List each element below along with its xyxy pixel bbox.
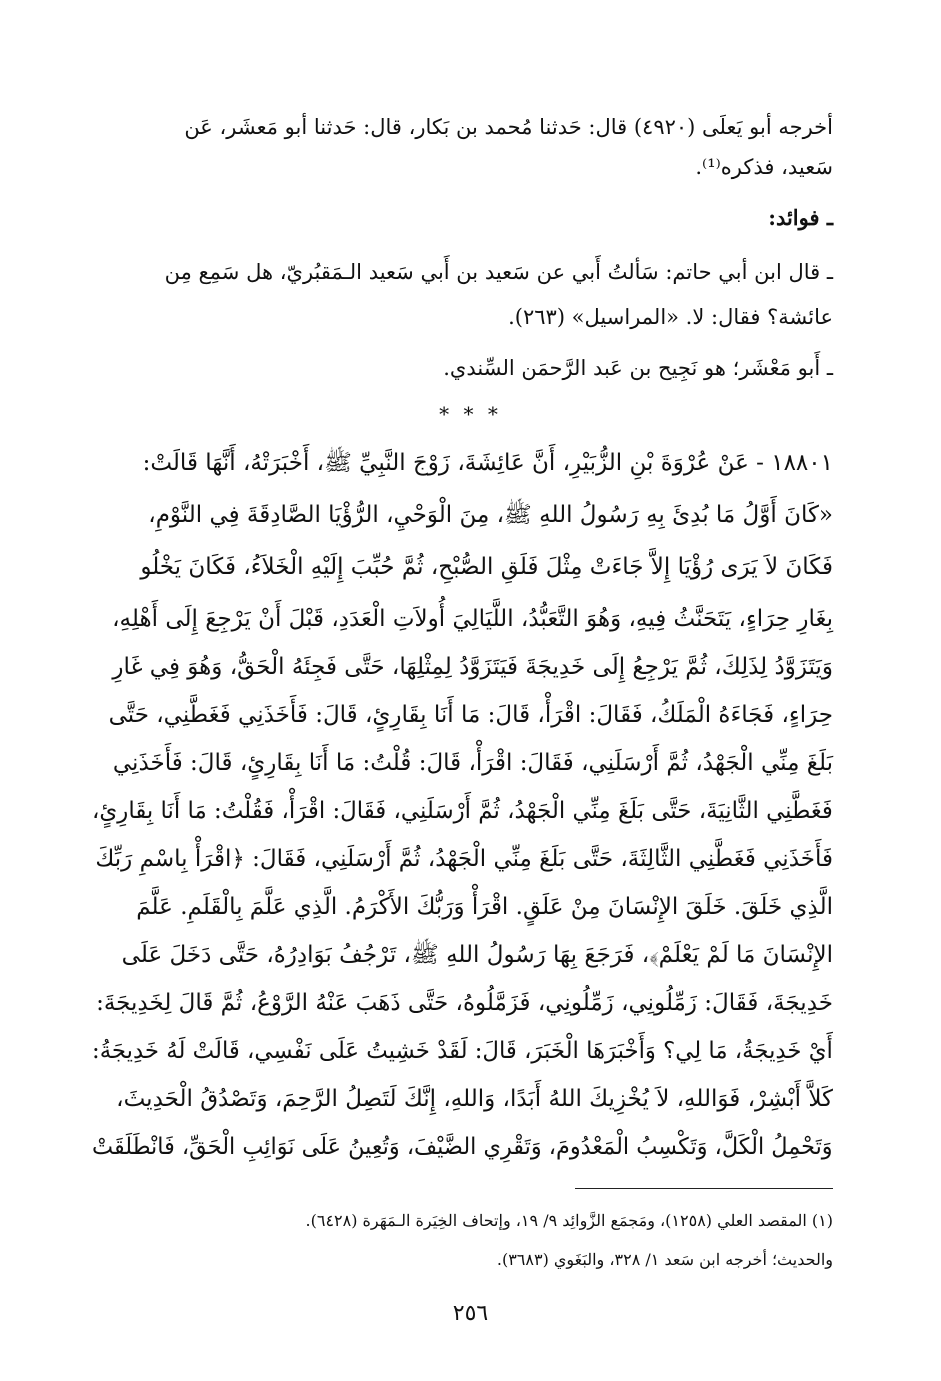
section-separator: * * * (439, 402, 502, 426)
hadith-line: بَلَغَ مِنِّي الْجَهْدُ، ثُمَّ أَرْسَلَنِي، فَقَالَ: اقْرَأْ، قَالَ: قُلْتُ: مَا أَنَا بِقَارِئٍ، قَالَ: فَأَخَذَنِي (112, 750, 833, 776)
hadith-line: وَتَحْمِلُ الْكَلَّ، وَتَكْسِبُ الْمَعْدُومَ، وَتَقْرِي الضَّيْفَ، وَتُعِينُ عَلَى نَوَائِبِ الْحَقِّ، فَانْطَلَقَتْ (92, 1134, 833, 1160)
hadith-line: الإِنْسَانَ مَا لَمْ يَعْلَمْ﴾، فَرَجَعَ بِهَا رَسُولُ اللهِ ﷺ، تَرْجُفُ بَوَادِرُهُ، حَتَّى دَخَلَ عَلَى (121, 942, 833, 968)
hadith-line: بِغَارِ حِرَاءٍ، يَتَحَنَّثُ فِيهِ، وَهُوَ التَّعَبُّدُ، اللَّيَالِيَ أُولاَتِ الْعَدَدِ، قَبْلَ أَنْ يَرْجِعَ إِلَى أَهْلِهِ، (112, 606, 833, 632)
note-1-line-2: عائشة؟ فقال: لا. «المراسيل» (٢٦٣). (508, 305, 833, 329)
note-1-line-1: ـ قال ابن أبي حاتم: سَألتُ أَبي عن سَعيد بن أَبي سَعيد الـمَقبُريّ، هل سَمِع مِن (164, 260, 833, 284)
hadith-line: فَأَخَذَنِي فَغَطَّنِي الثَّالِثَةَ، حَتَّى بَلَغَ مِنِّي الْجَهْدُ، ثُمَّ أَرْسَلَنِي، فَقَالَ: ﴿اقْرَأْ بِاسْمِ رَبِّكَ (95, 846, 833, 872)
hadith-line: الَّذِي خَلَقَ. خَلَقَ الإِنْسَانَ مِنْ عَلَقٍ. اقْرَأْ وَرَبُّكَ الأَكْرَمُ. الَّذِي عَلَّمَ بِالْقَلَمِ. عَلَّمَ (136, 894, 833, 920)
intro-line-2: سَعيد، فذكره⁽¹⁾. (695, 155, 833, 179)
footnote-line-1: (١) المقصد العلي (١٢٥٨)، ومَجمَع الزَّوائِد ٩/ ١٩، وإتحاف الخِيَرة الـمَهَرة (٦٤٢٨). (305, 1211, 833, 1230)
note-2: ـ أَبو مَعْشَر؛ هو نَجِيح بن عَبد الرَّحمَن السِّندي. (443, 356, 833, 380)
footnote-divider (575, 1188, 833, 1189)
footnote-line-2: والحديث؛ أخرجه ابن سَعد ١/ ٣٢٨، والبَغَوي (٣٦٨٣). (496, 1250, 833, 1269)
hadith-line: «كَانَ أَوَّلُ مَا بُدِئَ بِهِ رَسُولُ اللهِ ﷺ، مِنَ الْوَحْيِ، الرُّؤْيَا الصَّادِقَةَ فِي النَّوْمِ، (148, 502, 833, 528)
hadith-line: وَيَتَزَوَّدُ لِذَلِكَ، ثُمَّ يَرْجِعُ إِلَى خَدِيجَةَ فَيَتَزَوَّدُ لِمِثْلِهَا، حَتَّى فَجِئَهُ الْحَقُّ، وَهُوَ فِي غَارِ (112, 654, 833, 680)
hadith-line: فَغَطَّنِي الثَّانِيَةَ، حَتَّى بَلَغَ مِنِّي الْجَهْدُ، ثُمَّ أَرْسَلَنِي، فَقَالَ: اقْرَأْ، فَقُلْتُ: مَا أَنَا بِقَارِئٍ، (92, 798, 833, 824)
hadith-line: حِرَاءٍ، فَجَاءَهُ الْمَلَكُ، فَقَالَ: اقْرَأْ، قَالَ: مَا أَنَا بِقَارِئٍ، قَالَ: فَأَخَذَنِي فَغَطَّنِي، حَتَّى (108, 702, 833, 728)
intro-line-1: أخرجه أبو يَعلَى (٤٩٢٠) قال: حَدثنا مُحمد بن بَكار، قال: حَدثنا أبو مَعشَر، عَن (184, 115, 833, 139)
hadith-line: كَلاَّ أَبْشِرْ، فَوَاللهِ، لاَ يُخْزِيكَ اللهُ أَبَدًا، وَاللهِ، إِنَّكَ لَتَصِلُ الرَّحِمَ، وَتَصْدُقُ الْحَدِيثَ، (116, 1086, 833, 1112)
hadith-line: فَكَانَ لاَ يَرَى رُؤْيَا إِلاَّ جَاءَتْ مِثْلَ فَلَقِ الصُّبْحِ، ثُمَّ حُبِّبَ إِلَيْهِ الْخَلاَءُ، فَكَانَ يَخْلُو (140, 554, 833, 580)
hadith-line: ١٨٨٠١ - عَنْ عُرْوَةَ بْنِ الزُّبَيْرِ، أَنَّ عَائِشَةَ، زَوْجَ النَّبِيِّ ﷺ، أَخْبَرَتْهُ، أَنَّهَا قَالَتْ: (142, 450, 833, 476)
hadith-line: أَيْ خَدِيجَةُ، مَا لِي؟ وَأَخْبَرَهَا الْخَبَرَ، قَالَ: لَقَدْ خَشِيتُ عَلَى نَفْسِي، قَالَتْ لَهُ خَدِيجَةُ: (92, 1038, 833, 1064)
fawaid-heading: ـ فوائد: (768, 205, 833, 230)
page-number: ٢٥٦ (452, 1301, 489, 1326)
hadith-line: خَدِيجَةَ، فَقَالَ: زَمِّلُونِي، زَمِّلُونِي، فَزَمَّلُوهُ، حَتَّى ذَهَبَ عَنْهُ الرَّوْعُ، ثُمَّ قَالَ لِخَدِيجَةَ: (96, 990, 833, 1016)
